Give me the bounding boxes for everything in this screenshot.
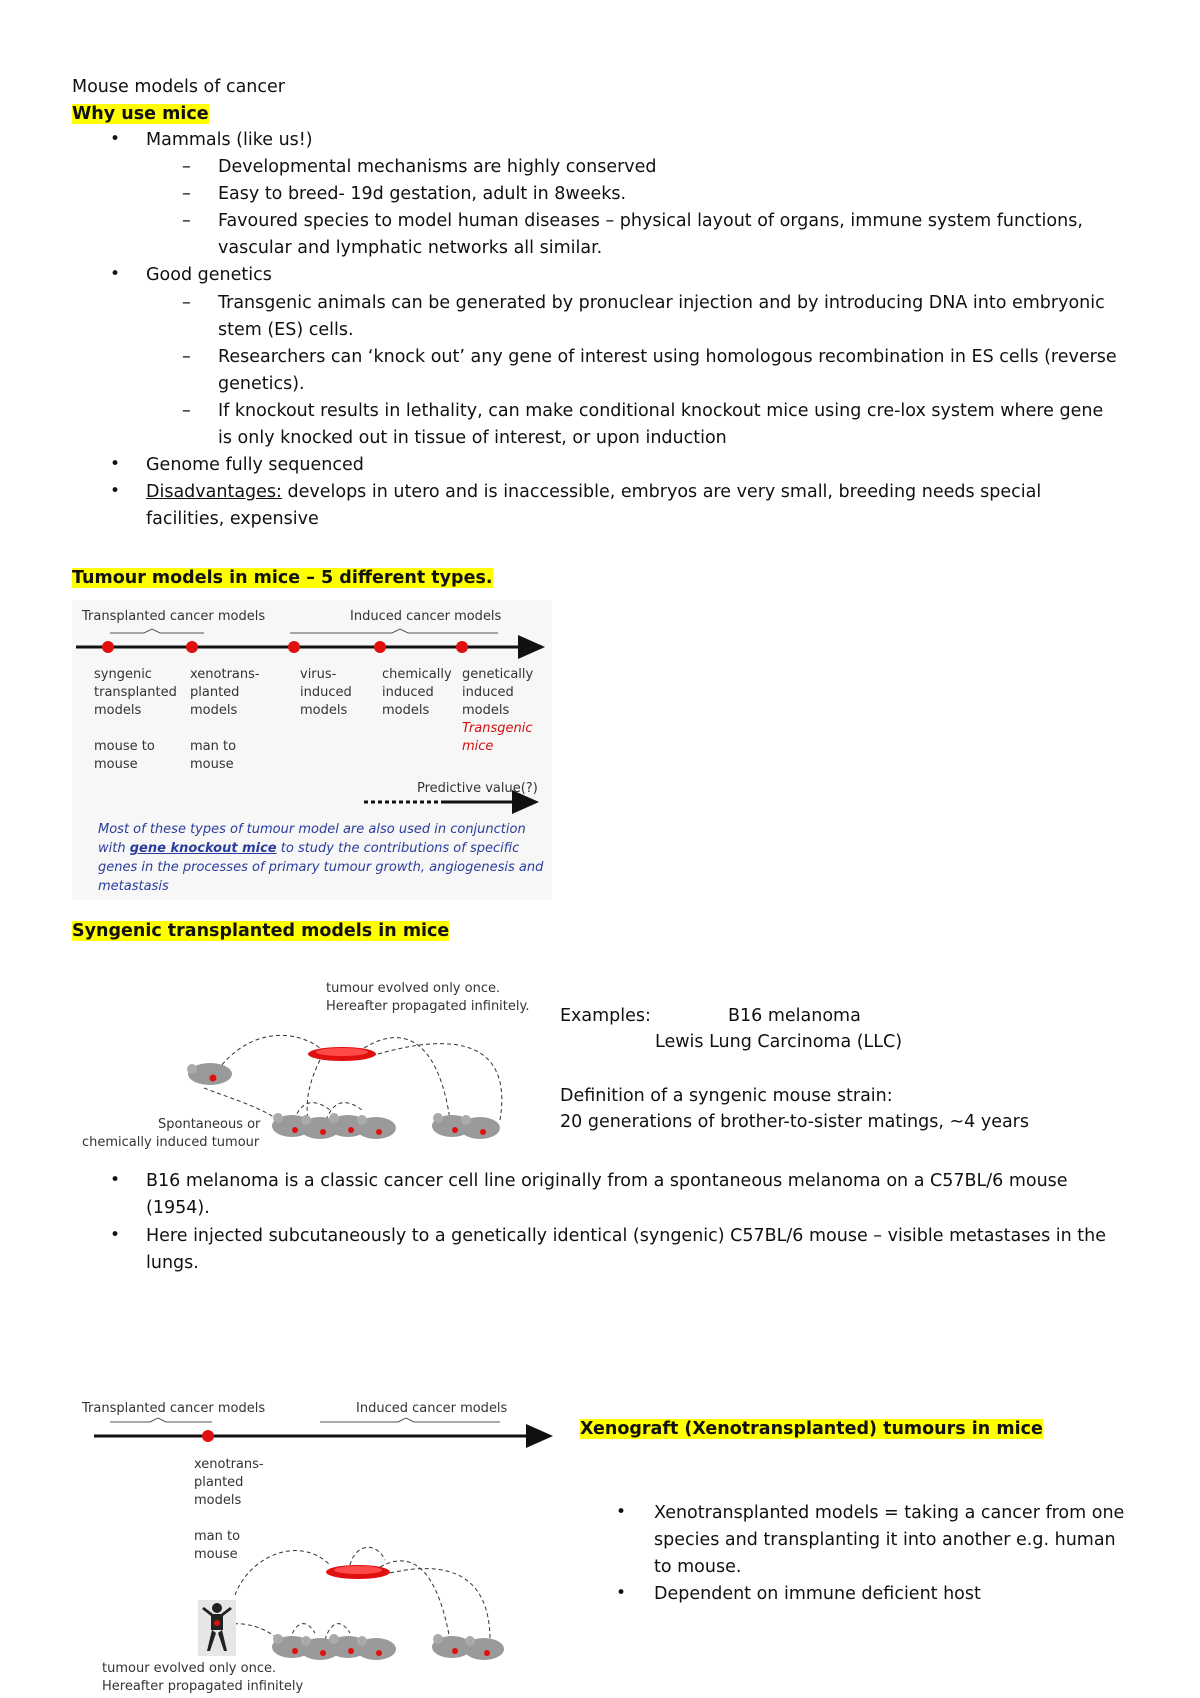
- xeno-fig-col: xenotrans- planted models man to mouse: [194, 1457, 264, 1562]
- section-heading-syngenic: Syngenic transplanted models in mice: [72, 921, 450, 941]
- xeno-fig-label-induced: Induced cancer models: [356, 1401, 508, 1416]
- fig-label-transplanted: Transplanted cancer models: [82, 609, 266, 624]
- xeno-fig-caption-2: Hereafter propagated infinitely: [102, 1679, 304, 1694]
- marker-virus: [288, 641, 300, 653]
- sub-fav-1: Favoured species to model human diseases – physical layout of organs, immune system functions,: [218, 211, 1083, 231]
- xeno-diagram: [80, 1395, 560, 1695]
- col-chemical: chemically induced models: [382, 667, 452, 718]
- bullet-disadvantages-cont: facilities, expensive: [146, 509, 319, 529]
- syngenic-bullet-2a: Here injected subcutaneously to a genetically identical (syngenic) C57BL/6 mouse – visible metastases in the: [146, 1226, 1106, 1246]
- col-syngenic: syngenic transplanted models mouse to mouse: [94, 667, 177, 772]
- syngenic-bullet-2b: lungs.: [146, 1253, 199, 1273]
- examples-label: Examples:: [560, 1006, 651, 1026]
- sub-cko-1: If knockout results in lethality, can make conditional knockout mice using cre-lox system where gene: [218, 401, 1104, 421]
- section-heading-xeno: Xenograft (Xenotransplanted) tumours in mice: [580, 1419, 1043, 1439]
- sub-ko-1: Researchers can ‘knock out’ any gene of interest using homologous recombination in ES cells (reverse: [218, 347, 1117, 367]
- col-virus: virus- induced models: [300, 667, 352, 718]
- source-mouse: [187, 1063, 232, 1085]
- col-genetic: genetically induced models Transgenic mice: [462, 667, 534, 754]
- sub-breed: Easy to breed- 19d gestation, adult in 8weeks.: [218, 184, 627, 204]
- host-mouse: [356, 1636, 396, 1660]
- bullet-dot: •: [110, 454, 121, 474]
- fig-note-1: Most of these types of tumour model are also used in conjunction: [98, 822, 526, 837]
- sub-ko-2: genetics).: [218, 374, 305, 394]
- marker-syngenic: [102, 641, 114, 653]
- dash: –: [182, 184, 191, 204]
- example-b16: B16 melanoma: [728, 1006, 861, 1026]
- bullet-genome: Genome fully sequenced: [146, 455, 364, 475]
- page-title: Mouse models of cancer: [72, 77, 285, 97]
- bullet-disadvantages: Disadvantages: develops in utero and is inaccessible, embryos are very small, breeding needs special: [146, 482, 1042, 502]
- bullet-dot: •: [616, 1583, 627, 1603]
- fig-note-2: with gene knockout mice to study the contributions of specific: [98, 841, 520, 856]
- syngenic-fig-label-1: Spontaneous or: [158, 1117, 261, 1132]
- bullet-mammals: Mammals (like us!): [146, 130, 313, 150]
- fig-note-4: metastasis: [98, 879, 169, 894]
- dash: –: [182, 401, 191, 421]
- bullet-dot: •: [110, 129, 121, 149]
- fig-note-3: genes in the processes of primary tumour growth, angiogenesis and: [98, 860, 544, 875]
- syngenic-definition-1: Definition of a syngenic mouse strain:: [560, 1086, 893, 1106]
- xeno-brace-transplanted: [110, 1418, 212, 1422]
- host-mouse: [356, 1115, 396, 1139]
- xeno-marker: [202, 1430, 214, 1442]
- syngenic-fig-caption-2: Hereafter propagated infinitely.: [326, 999, 530, 1014]
- xeno-bullet-1a: Xenotransplanted models = taking a cancer from one: [654, 1503, 1125, 1523]
- sub-dev: Developmental mechanisms are highly conserved: [218, 157, 657, 177]
- marker-xeno: [186, 641, 198, 653]
- dash: –: [182, 211, 191, 231]
- example-llc: Lewis Lung Carcinoma (LLC): [655, 1032, 903, 1052]
- xeno-fig-label-transplanted: Transplanted cancer models: [82, 1401, 266, 1416]
- brace-induced: [290, 629, 498, 633]
- syngenic-bullet-1b: (1954).: [146, 1198, 210, 1218]
- bullet-genetics: Good genetics: [146, 265, 272, 285]
- sub-tg-2: stem (ES) cells.: [218, 320, 354, 340]
- bullet-dot: •: [110, 264, 121, 284]
- bullet-dot: •: [110, 1225, 121, 1245]
- brace-transplanted: [110, 629, 204, 633]
- bullet-dot: •: [616, 1502, 627, 1522]
- fig-label-induced: Induced cancer models: [350, 609, 502, 624]
- syngenic-fig-caption-1: tumour evolved only once.: [326, 981, 501, 996]
- xeno-bullet-1b: species and transplanting it into another e.g. human: [654, 1530, 1116, 1550]
- xeno-bullet-2: Dependent on immune deficient host: [654, 1584, 981, 1604]
- section-heading-why: Why use mice: [72, 104, 209, 124]
- predictive-label: Predictive value(?): [417, 781, 538, 796]
- dash: –: [182, 347, 191, 367]
- section-heading-tumour: Tumour models in mice – 5 different types.: [72, 568, 493, 588]
- xeno-fig-caption-1: tumour evolved only once.: [102, 1661, 277, 1676]
- syngenic-bullet-1a: B16 melanoma is a classic cancer cell line originally from a spontaneous melanoma on a C57BL/6 mouse: [146, 1171, 1068, 1191]
- xeno-brace-induced: [320, 1418, 500, 1422]
- dash: –: [182, 293, 191, 313]
- sub-cko-2: is only knocked out in tissue of interest, or upon induction: [218, 428, 727, 448]
- tumour-types-figure: [72, 600, 552, 900]
- syngenic-definition-2: 20 generations of brother-to-sister matings, ~4 years: [560, 1112, 1029, 1132]
- sub-tg-1: Transgenic animals can be generated by pronuclear injection and by introducing DNA into embryonic: [218, 293, 1105, 313]
- host-mouse: [464, 1636, 504, 1660]
- bullet-dot: •: [110, 481, 121, 501]
- xeno-bullet-1c: to mouse.: [654, 1557, 742, 1577]
- marker-genetic: [456, 641, 468, 653]
- sub-fav-2: vascular and lymphatic networks all similar.: [218, 238, 603, 258]
- bullet-dot: •: [110, 1170, 121, 1190]
- host-mouse: [460, 1115, 500, 1139]
- dash: –: [182, 157, 191, 177]
- syngenic-fig-label-2: chemically induced tumour: [82, 1135, 260, 1150]
- marker-chemical: [374, 641, 386, 653]
- col-xeno: xenotrans- planted models man to mouse: [190, 667, 260, 772]
